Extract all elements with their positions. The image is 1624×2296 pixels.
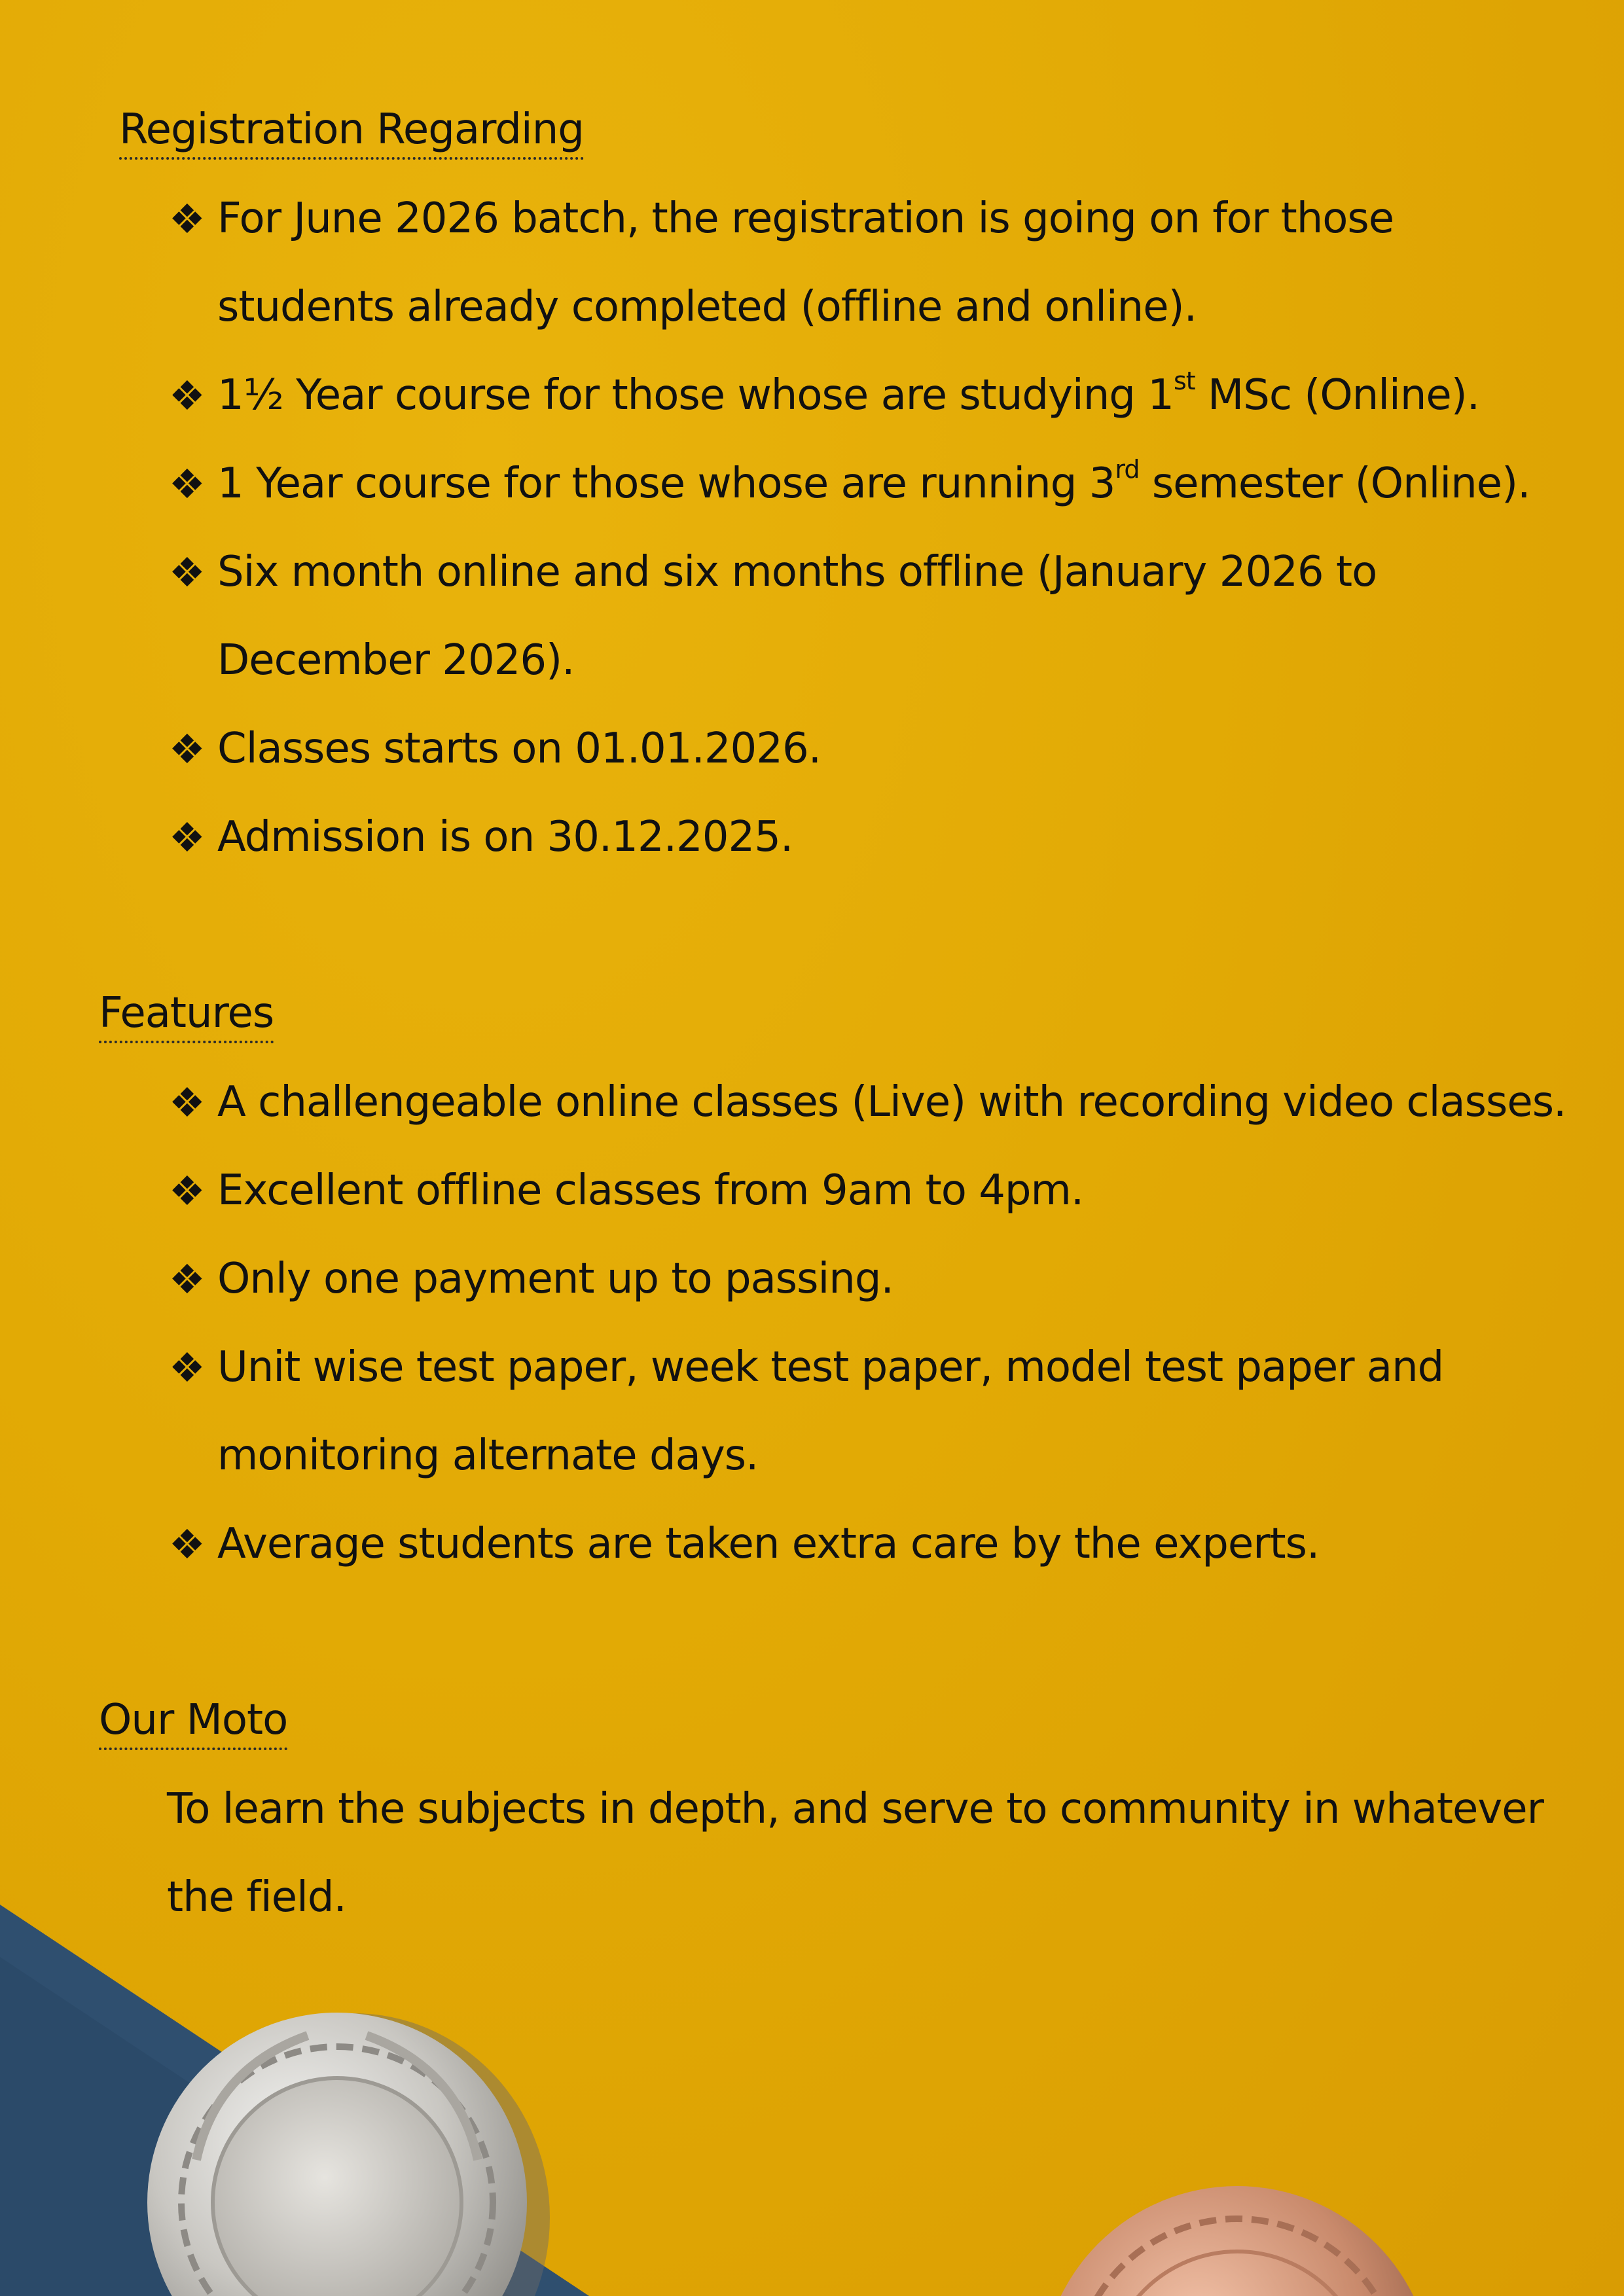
diamond-bullet-icon: ❖ (169, 814, 205, 861)
diamond-bullet-icon: ❖ (169, 548, 205, 596)
list-item: ❖ 1½ Year course for those whose are studying 1st MSc (Online). (169, 351, 1570, 440)
diamond-bullet-icon: ❖ (169, 460, 205, 508)
list-item: ❖ Average students are taken extra care by the experts. (169, 1500, 1570, 1588)
diamond-bullet-icon: ❖ (169, 372, 205, 420)
registration-heading: Registration Regarding (119, 103, 584, 160)
list-item: ❖ 1 Year course for those whose are running 3rd semester (Online). (169, 440, 1570, 528)
list-item: ❖ Unit wise test paper, week test paper, model test paper and monitoring alternate days. (169, 1323, 1570, 1500)
list-item: ❖ Admission is on 30.12.2025. (169, 793, 1570, 882)
diamond-bullet-icon: ❖ (169, 195, 205, 243)
list-item: ❖ A challengeable online classes (Live) with recording video classes. (169, 1058, 1570, 1147)
list-item: ❖ Excellent offline classes from 9am to 4pm. (169, 1147, 1570, 1235)
diamond-bullet-icon: ❖ (169, 725, 205, 773)
diamond-bullet-icon: ❖ (169, 1167, 205, 1215)
moto-heading: Our Moto (99, 1694, 287, 1750)
moto-text: To learn the subjects in depth, and serve to community in whatever the field. (167, 1785, 1543, 1922)
features-list (169, 1058, 1570, 1588)
list-item: ❖ Only one payment up to passing. (169, 1235, 1570, 1323)
diamond-bullet-icon: ❖ (169, 1255, 205, 1303)
list-item: ❖ Classes starts on 01.01.2026. (169, 705, 1570, 793)
list-item: ❖ Six month online and six months offline (January 2026 to December 2026). (169, 528, 1570, 705)
diamond-bullet-icon: ❖ (169, 1079, 205, 1126)
diamond-bullet-icon: ❖ (169, 1344, 205, 1391)
features-heading: Features (99, 987, 274, 1043)
diamond-bullet-icon: ❖ (169, 1520, 205, 1568)
registration-list (169, 175, 1570, 882)
list-item: ❖ For June 2026 batch, the registration is going on for those students already completed (offline and online). (169, 175, 1570, 351)
